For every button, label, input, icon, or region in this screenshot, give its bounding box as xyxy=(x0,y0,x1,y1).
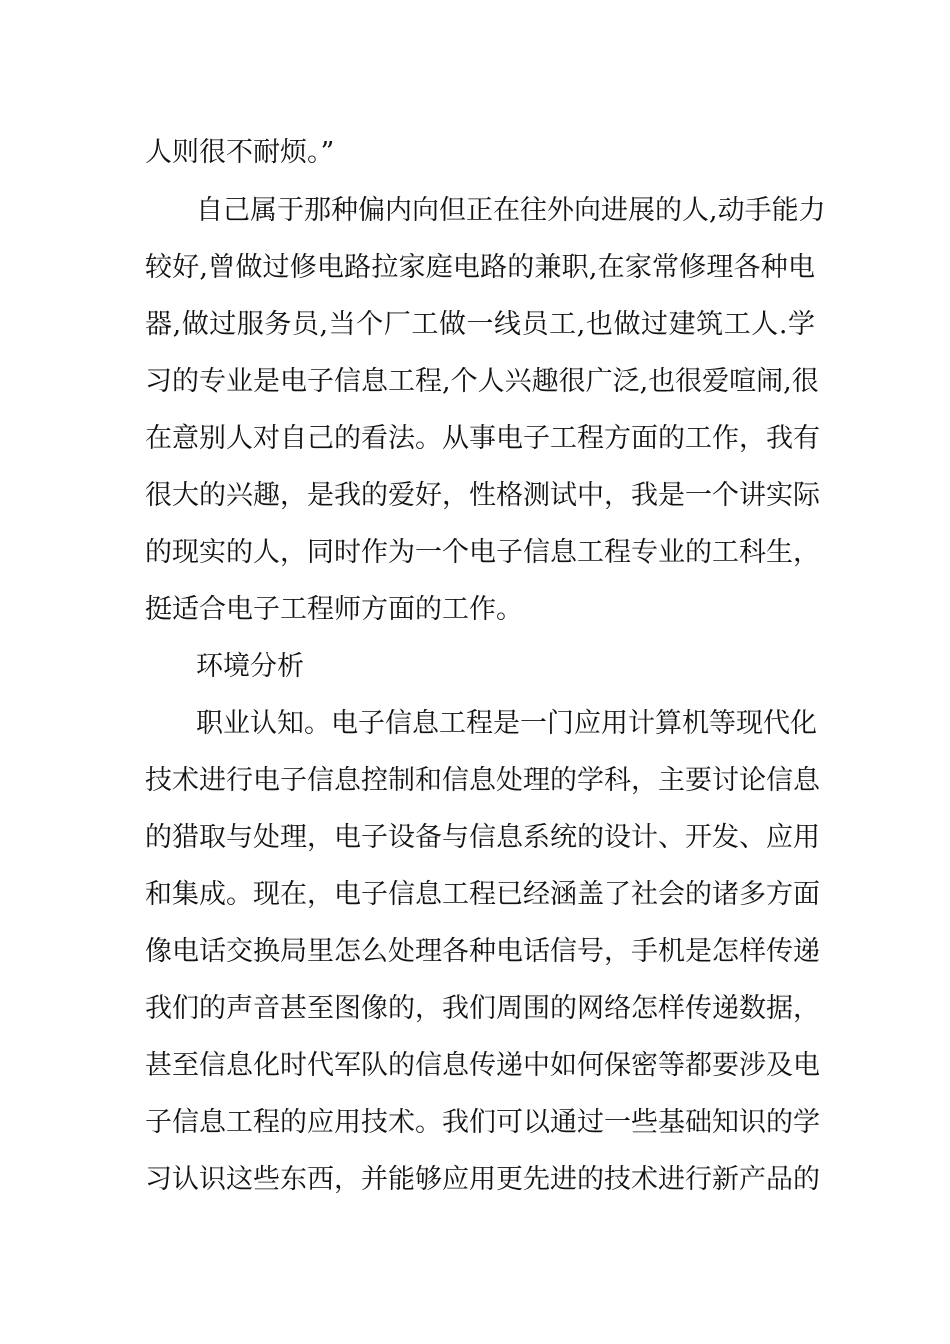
text-line: 习的专业是电子信息工程,个人兴趣很广泛,也很爱喧闹,很 xyxy=(145,366,819,397)
section-heading: 环境分析 xyxy=(196,651,304,682)
text-line: 和集成。现在，电子信息工程已经涵盖了社会的诸多方面 xyxy=(145,879,820,910)
text-line: 像电话交换局里怎么处理各种电话信号，手机是怎样传递 xyxy=(145,936,820,967)
paragraph-start-line: 职业认知。电子信息工程是一门应用计算机等现代化 xyxy=(196,708,817,739)
text-line: 较好,曾做过修电路拉家庭电路的兼职,在家常修理各种电 xyxy=(145,252,815,283)
text-line: 子信息工程的应用技术。我们可以通过一些基础知识的学 xyxy=(145,1107,820,1138)
text-line: 我们的声音甚至图像的，我们周围的网络怎样传递数据， xyxy=(145,993,820,1024)
text-line: 人则很不耐烦。” xyxy=(145,137,335,168)
text-line: 挺适合电子工程师方面的工作。 xyxy=(145,594,523,625)
text-line: 的猎取与处理，电子设备与信息系统的设计、开发、应用 xyxy=(145,822,820,853)
text-line: 的现实的人，同时作为一个电子信息工程专业的工科生， xyxy=(145,537,820,568)
text-line: 器,做过服务员,当个厂工做一线员工,也做过建筑工人.学 xyxy=(145,309,815,340)
text-line: 习认识这些东西，并能够应用更先进的技术进行新产品的 xyxy=(145,1164,820,1195)
text-line: 技术进行电子信息控制和信息处理的学科，主要讨论信息 xyxy=(145,765,820,796)
paragraph-start-line: 自己属于那种偏内向但正在往外向进展的人,动手能力 xyxy=(196,195,826,226)
text-line: 在意别人对自己的看法。从事电子工程方面的工作，我有 xyxy=(145,423,820,454)
text-line: 甚至信息化时代军队的信息传递中如何保密等都要涉及电 xyxy=(145,1050,820,1081)
text-line: 很大的兴趣，是我的爱好，性格测试中，我是一个讲实际 xyxy=(145,480,820,511)
